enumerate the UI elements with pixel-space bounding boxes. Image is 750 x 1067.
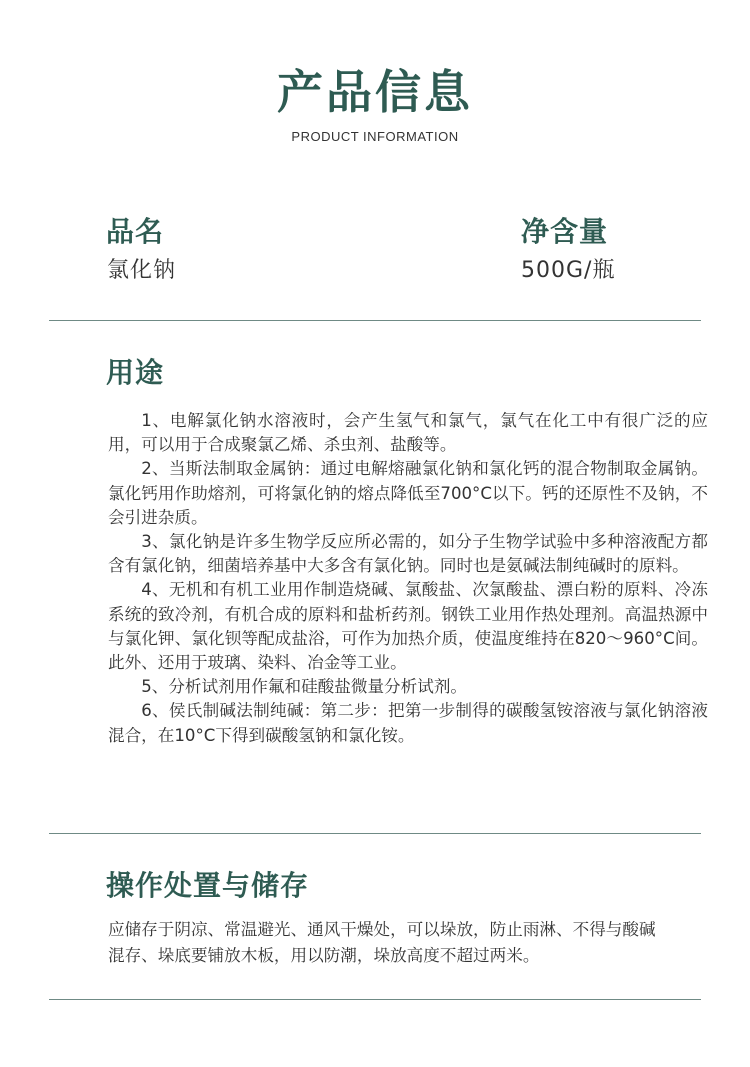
usage-paragraph: 5、分析试剂用作氟和硅酸盐微量分析试剂。 [141, 677, 468, 697]
storage-text [108, 917, 668, 969]
net-content-label: 净含量 [521, 215, 609, 248]
page-subtitle: PRODUCT INFORMATION [291, 129, 459, 144]
usage-paragraph: 2、当斯法制取金属钠：通过电解熔融氯化钠和氯化钙的混合物制取金属钠。氯化钙用作助熔剂，可将氯化钠的熔点降低至700°C以下。钙的还原性不及钠，不会引进杂质。 [108, 459, 708, 527]
net-content-value: 500G/瓶 [521, 258, 616, 283]
divider [49, 320, 701, 321]
usage-text [108, 409, 708, 748]
product-name-value: 氯化钠 [107, 258, 177, 283]
usage-paragraph: 4、无机和有机工业用作制造烧碱、氯酸盐、次氯酸盐、漂白粉的原料、冷冻系统的致冷剂，有机合成的原料和盐析药剂。钢铁工业用作热处理剂。高温热源中与氯化钾、氯化钡等配成盐浴，可作为加热介质，使温度维持在820～960°C间。此外、还用于玻璃、染料、冶金等工业。 [108, 580, 708, 673]
divider [49, 833, 701, 834]
storage-paragraph: 应储存于阴凉、常温避光、通风干燥处，可以垛放，防止雨淋、不得与酸碱混存、垛底要铺放木板，用以防潮，垛放高度不超过两米。 [108, 920, 656, 965]
divider [49, 999, 701, 1000]
product-name-label: 品名 [106, 215, 165, 248]
usage-paragraph: 1、电解氯化钠水溶液时，会产生氢气和氯气，氯气在化工中有很广泛的应用，可以用于合成聚氯乙烯、杀虫剂、盐酸等。 [108, 411, 708, 455]
usage-heading: 用途 [106, 356, 165, 389]
usage-paragraph: 3、氯化钠是许多生物学反应所必需的，如分子生物学试验中多种溶液配方都含有氯化钠，细菌培养基中大多含有氯化钠。同时也是氨碱法制纯碱时的原料。 [108, 532, 708, 576]
usage-paragraph: 6、侯氏制碱法制纯碱：第二步：把第一步制得的碳酸氢铵溶液与氯化钠溶液混合，在10°C下得到碳酸氢钠和氯化铵。 [108, 701, 708, 745]
storage-heading: 操作处置与储存 [106, 869, 310, 902]
page-title: 产品信息 [277, 65, 473, 119]
